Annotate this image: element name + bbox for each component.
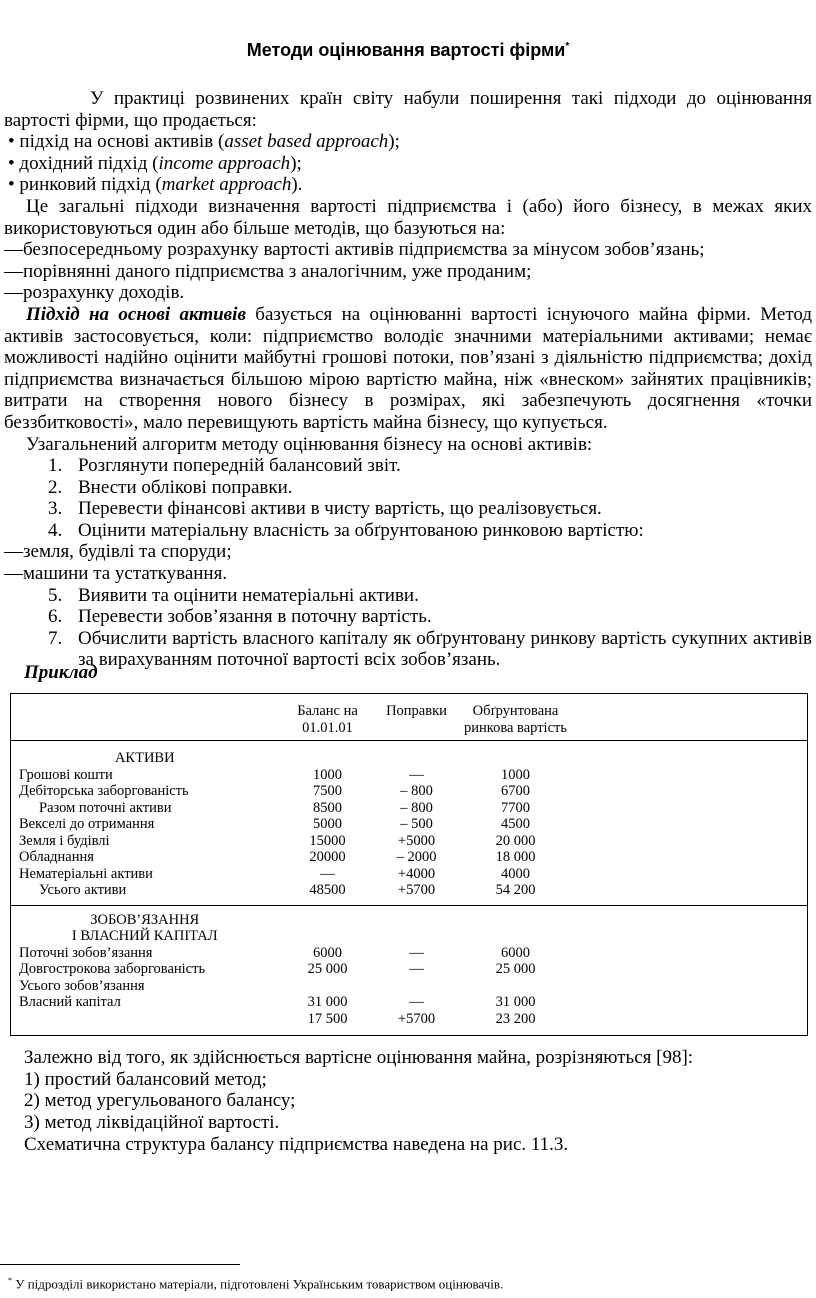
balance-table (10, 693, 808, 1036)
general-paragraph: Це загальні підходи визначення вартості підприємства і (або) його бізнесу, в межах яких використовуються один або більше методів, що базуються на: (4, 195, 812, 239)
header-balance-line: Баланс на (297, 703, 358, 719)
basis-item: —порівнянні даного підприємства з аналогічним, уже проданим; (4, 260, 532, 282)
table-row (11, 833, 808, 850)
basis-item: —розрахунку доходів. (4, 282, 185, 304)
step-number: 5. (48, 584, 63, 606)
algorithm-step (4, 455, 812, 477)
adjust-value: +5000 (397, 832, 436, 849)
row-label: Усього зобов’язання (19, 977, 145, 994)
table-row (11, 767, 808, 784)
market-value: 23 200 (495, 1010, 536, 1027)
method-number: 3) (24, 1112, 40, 1134)
step-text: Оцінити матеріальну власність за обґрунтованою ринковою вартістю: (78, 519, 644, 541)
approach-text: дохідний підхід ( (19, 152, 159, 174)
table-row (11, 882, 808, 899)
algorithm-step (4, 520, 812, 542)
table-row (11, 978, 808, 995)
approach-text: підхід на основі активів ( (19, 131, 225, 153)
adjust-value: – 2000 (396, 849, 437, 865)
market-value: 7700 (501, 799, 530, 816)
methods-intro: Залежно від того, як здійснюється вартісне оцінювання майна, розрізняються [98]: (24, 1047, 694, 1068)
market-value: 18 000 (495, 849, 536, 865)
step-text: Перевести зобов’язання в поточну вартість. (78, 606, 432, 628)
balance-value: 15000 (309, 832, 346, 849)
balance-value: 5000 (313, 816, 342, 832)
row-label: Поточні зобов’язання (19, 944, 153, 961)
footnote-divider (0, 1264, 240, 1265)
method-item (24, 1112, 814, 1134)
adjust-value: – 800 (400, 783, 433, 799)
asset-approach-paragraph (4, 304, 812, 434)
asset-approach-lead: Підхід на основі активів (26, 303, 246, 325)
balance-value: 1000 (313, 766, 342, 783)
asset-rows (11, 767, 808, 899)
header-market-line: ринкова вартість (464, 719, 567, 736)
title-text: Методи оцінювання вартості фірми (246, 40, 566, 60)
step-number: 3. (48, 498, 63, 520)
approach-item: • підхід на основі активів (asset based approach); (8, 131, 400, 153)
adjust-value: — (409, 766, 424, 783)
table-row (11, 866, 808, 883)
basis-text: порівнянні даного підприємства з аналогічним, уже проданим; (23, 260, 532, 282)
row-label: Грошові кошти (19, 766, 113, 783)
body-text (4, 88, 812, 671)
asset-approach-text: базується на оцінюванні вартості існуючого майна фірми. Метод активів застосовується, коли: підприємство володіє значними матеріальними активами; немає можливості надійно оцінити майбутні грошові потоки, пов’язані з діяльністю підприємства; дохід підприємства визначається більшою мірою вартістю майна, ніж «внеском» зайнятих працівників; витрати на створення нового бізнесу в розмірах, які забезпечують досягнення «точки беззбитковості», мало перевищують вартість майна бізнесу, що купується. (4, 303, 812, 433)
row-label: Усього активи (39, 882, 127, 898)
liab-title-line: І ВЛАСНИЙ КАПІТАЛ (71, 928, 218, 944)
approach-term: market approach (161, 174, 292, 196)
market-value: 31 000 (495, 994, 536, 1010)
adjust-value: +5700 (397, 1010, 436, 1027)
row-label: Разом поточні активи (39, 799, 172, 816)
balance-value: 6000 (313, 944, 342, 961)
step4-text: земля, будівлі та споруди; (23, 541, 232, 563)
footnote-mark: * (8, 1276, 12, 1285)
row-label: Дебіторська заборгованість (19, 783, 189, 799)
table-row (11, 783, 808, 800)
step-text: Розглянути попередній балансовий звіт. (78, 455, 401, 477)
footnote-text: У підрозділі використано матеріали, підготовлені Українським товариством оцінювачів. (12, 1276, 504, 1292)
approach-term: income approach (158, 152, 291, 174)
section-title-row (11, 905, 808, 945)
algorithm-step (4, 498, 812, 520)
balance-value: 48500 (309, 882, 346, 898)
methods-section (24, 1047, 814, 1156)
step-text: Перевести фінансові активи в чисту вартість, що реалізовується. (78, 498, 602, 520)
step4-text: машини та устаткування. (23, 563, 228, 585)
basis-item: —безпосередньому розрахунку вартості активів підприємства за мінусом зобов’язань; (4, 239, 705, 261)
assets-title: АКТИВИ (114, 750, 175, 766)
balance-value: 7500 (313, 783, 342, 799)
algorithm-step (4, 585, 812, 607)
balance-value: 20000 (309, 849, 346, 865)
row-label: Векселі до отримання (19, 816, 155, 832)
step-number: 7. (48, 627, 63, 649)
step-number: 4. (48, 519, 63, 541)
balance-value: 17 500 (307, 1010, 348, 1027)
method-number: 2) (24, 1090, 40, 1112)
row-label (11, 1011, 279, 1028)
header-adjust: Поправки (377, 694, 457, 741)
header-balance (279, 694, 377, 741)
method-text: простий балансовий метод; (44, 1068, 267, 1090)
liabilities-title (11, 905, 279, 945)
table-row (11, 994, 808, 1011)
adjust-value: – 500 (400, 816, 433, 832)
table-bottom-spacer (11, 1027, 808, 1036)
section-title-row (11, 741, 808, 767)
balance-value: 25 000 (307, 961, 348, 977)
basis-text: безпосередньому розрахунку вартості активів підприємства за мінусом зобов’язань; (23, 239, 705, 261)
approach-end: ). (291, 174, 303, 196)
liability-rows (11, 945, 808, 1028)
step-text: Внести облікові поправки. (78, 476, 293, 498)
step4-item: —земля, будівлі та споруди; (4, 541, 232, 563)
table-row (11, 945, 808, 962)
scheme-reference: Схематична структура балансу підприємства наведена на рис. 11.3. (24, 1133, 569, 1155)
header-balance-line: 01.01.01 (302, 719, 353, 736)
header-market-line: Обґрунтована (472, 703, 559, 719)
balance-value: — (320, 865, 335, 882)
row-label: Власний капітал (19, 994, 121, 1010)
approach-text: ринковий підхід ( (19, 174, 162, 196)
step4-item: —машини та устаткування. (4, 563, 228, 585)
market-value: 1000 (501, 766, 530, 783)
balance-value: 8500 (313, 799, 342, 816)
row-label: Обладнання (19, 849, 94, 865)
intro-paragraph: У практиці розвинених країн світу набули поширення такі підходи до оцінювання вартості фірми, що продається: (4, 88, 812, 131)
method-number: 1) (24, 1068, 40, 1090)
title-footnote-mark: * (565, 41, 570, 52)
market-value (457, 978, 575, 995)
market-value: 4000 (501, 865, 530, 882)
row-label: Довгострокова заборгованість (19, 961, 206, 977)
method-item (24, 1069, 814, 1091)
row-label: Нематеріальні активи (19, 865, 153, 882)
algorithm-step (4, 606, 812, 628)
approach-end: ); (388, 131, 400, 153)
step-number: 2. (48, 476, 63, 498)
header-market (457, 694, 575, 741)
table-row (11, 961, 808, 978)
adjust-value: +5700 (397, 882, 436, 898)
approach-term: asset based approach (224, 131, 389, 153)
adjust-value: — (409, 944, 424, 961)
table-row (11, 849, 808, 866)
step-number: 6. (48, 606, 63, 628)
adjust-value: — (409, 961, 424, 977)
balance-value (279, 978, 377, 995)
table-row (11, 816, 808, 833)
balance-value: 31 000 (307, 994, 348, 1010)
table-header-row (11, 694, 808, 741)
adjust-value (377, 978, 457, 995)
adjust-value: – 800 (400, 799, 433, 816)
approach-item: • дохідний підхід (income approach); (8, 152, 302, 174)
method-text: метод урегульованого балансу; (44, 1090, 296, 1112)
adjust-value: +4000 (397, 865, 436, 882)
approach-item: • ринковий підхід (market approach). (8, 174, 303, 196)
market-value: 25 000 (495, 961, 536, 977)
approach-end: ); (290, 152, 302, 174)
step-number: 1. (48, 455, 63, 477)
market-value: 4500 (501, 816, 530, 832)
method-text: метод ліквідаційної вартості. (44, 1112, 280, 1134)
method-item (24, 1090, 814, 1112)
example-label: Приклад (24, 662, 98, 683)
step-text: Обчислити вартість власного капіталу як обґрунтовану ринкову вартість сукупних активів за вирахуванням поточної вартості всіх зобов’язань. (78, 627, 812, 671)
market-value: 6700 (501, 783, 530, 799)
adjust-value: — (409, 994, 424, 1010)
row-label: Земля і будівлі (19, 832, 110, 849)
market-value: 6000 (501, 944, 530, 961)
algorithm-step (4, 477, 812, 499)
algorithm-intro: Узагальнений алгоритм методу оцінювання бізнесу на основі активів: (26, 433, 593, 455)
liab-title-line: ЗОБОВ’ЯЗАННЯ (90, 911, 200, 928)
table-row (11, 800, 808, 817)
market-value: 20 000 (495, 832, 536, 849)
step-text: Виявити та оцінити нематеріальні активи. (78, 584, 419, 606)
basis-text: розрахунку доходів. (23, 282, 185, 304)
footnote (8, 1276, 503, 1292)
market-value: 54 200 (495, 882, 536, 898)
table-row (11, 1011, 808, 1028)
algorithm-step (4, 628, 812, 671)
page-title (0, 40, 816, 61)
